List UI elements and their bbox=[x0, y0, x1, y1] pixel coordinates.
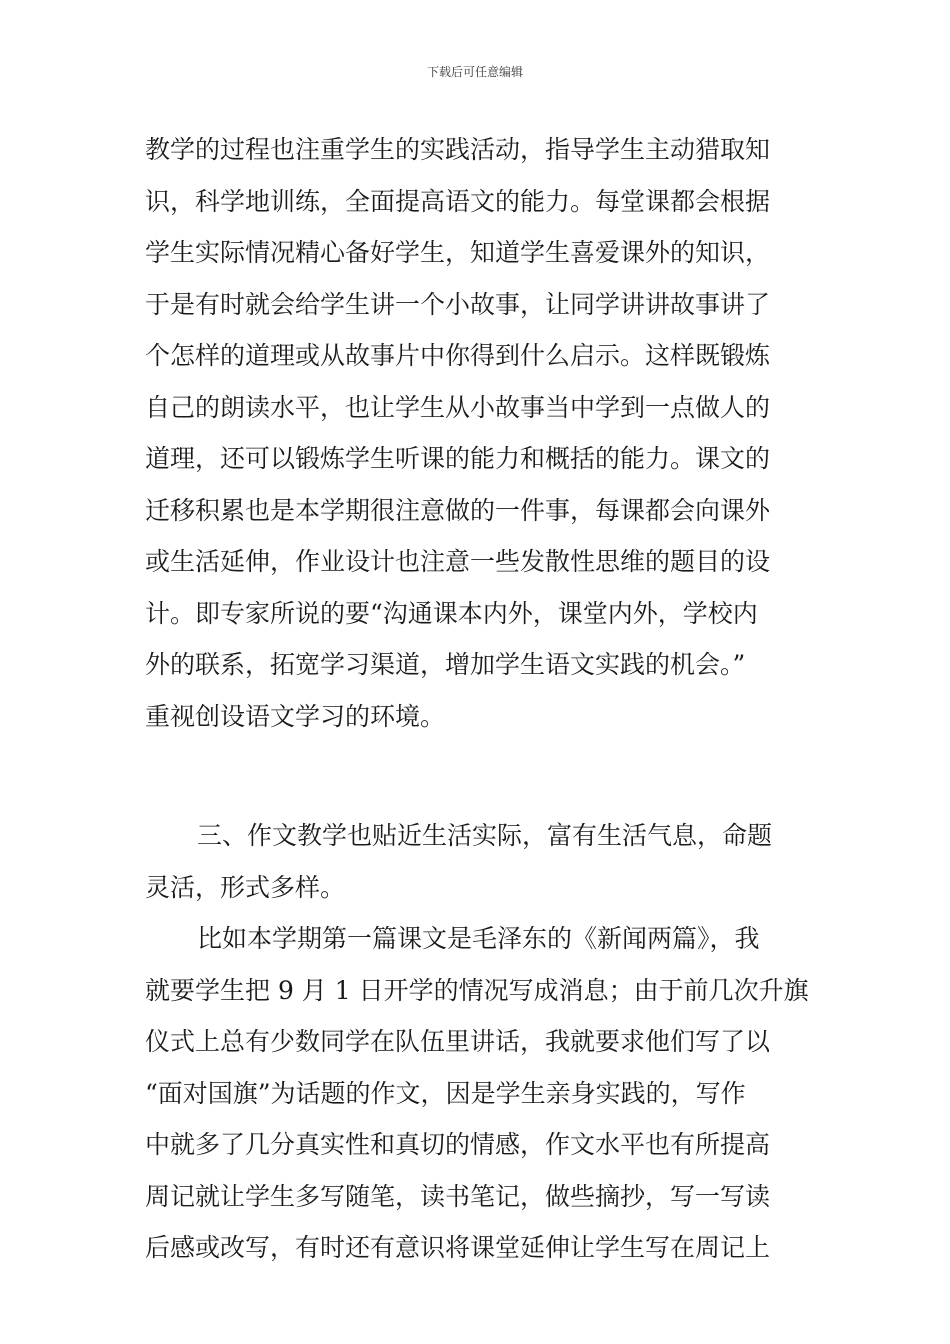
text-line: 比如本学期第一篇课文是毛泽东的《新闻两篇》，我 bbox=[197, 924, 760, 953]
paragraph-2 bbox=[145, 810, 810, 913]
text-line: 识，科学地训练，全面提高语文的能力。每堂课都会根据 bbox=[145, 186, 771, 216]
text-line: “面对国旗”为话题的作文，因是学生亲身实践的，写作 bbox=[145, 1078, 746, 1108]
text-line: 迁移积累也是本学期很注意做的一件事，每课都会向课外 bbox=[145, 495, 771, 525]
text-line: 重视创设语文学习的环境。 bbox=[145, 701, 446, 731]
page-header-note: 下载后可任意编辑 bbox=[426, 65, 523, 79]
text-line: 计。即专家所说的要“沟通课本内外，课堂内外，学校内 bbox=[145, 598, 758, 628]
text-line: 外的联系，拓宽学习渠道，增加学生语文实践的机会。” bbox=[145, 650, 746, 679]
text-line: 个怎样的道理或从故事片中你得到什么启示。这样既锻炼 bbox=[145, 341, 771, 370]
text-line: 灵活，形式多样。 bbox=[145, 872, 346, 902]
text-line: 自己的朗读水平，也让学生从小故事当中学到一点做人的 bbox=[145, 392, 771, 422]
text-line: 或生活延伸，作业设计也注意一些发散性思维的题目的设 bbox=[145, 547, 771, 576]
paragraph-spacer bbox=[145, 742, 810, 810]
text-line: 周记就让学生多写随笔，读书笔记，做些摘抄，写一写读 bbox=[145, 1181, 771, 1211]
text-line: 三、作文教学也贴近生活实际，富有生活气息，命题 bbox=[197, 821, 773, 850]
paragraph-1 bbox=[145, 124, 810, 742]
text-line: 学生实际情况精心备好学生，知道学生喜爱课外的知识， bbox=[145, 238, 771, 267]
text-line: 教学的过程也注重学生的实践活动，指导学生主动猎取知 bbox=[145, 135, 771, 164]
document-body bbox=[145, 124, 810, 1274]
text-line: 于是有时就会给学生讲一个小故事，让同学讲讲故事讲了 bbox=[145, 289, 771, 319]
text-line: 仪式上总有少数同学在队伍里讲话，我就要求他们写了以 bbox=[145, 1027, 771, 1056]
text-line: 道理，还可以锻炼学生听课的能力和概括的能力。课文的 bbox=[145, 444, 771, 473]
text-line: 中就多了几分真实性和真切的情感，作文水平也有所提高 bbox=[145, 1130, 771, 1159]
paragraph-3 bbox=[145, 913, 810, 1274]
text-line: 就要学生把 9 月 1 日开学的情况写成消息；由于前几次升旗 bbox=[145, 975, 809, 1005]
text-line: 后感或改写，有时还有意识将课堂延伸让学生写在周记上 bbox=[145, 1233, 771, 1262]
